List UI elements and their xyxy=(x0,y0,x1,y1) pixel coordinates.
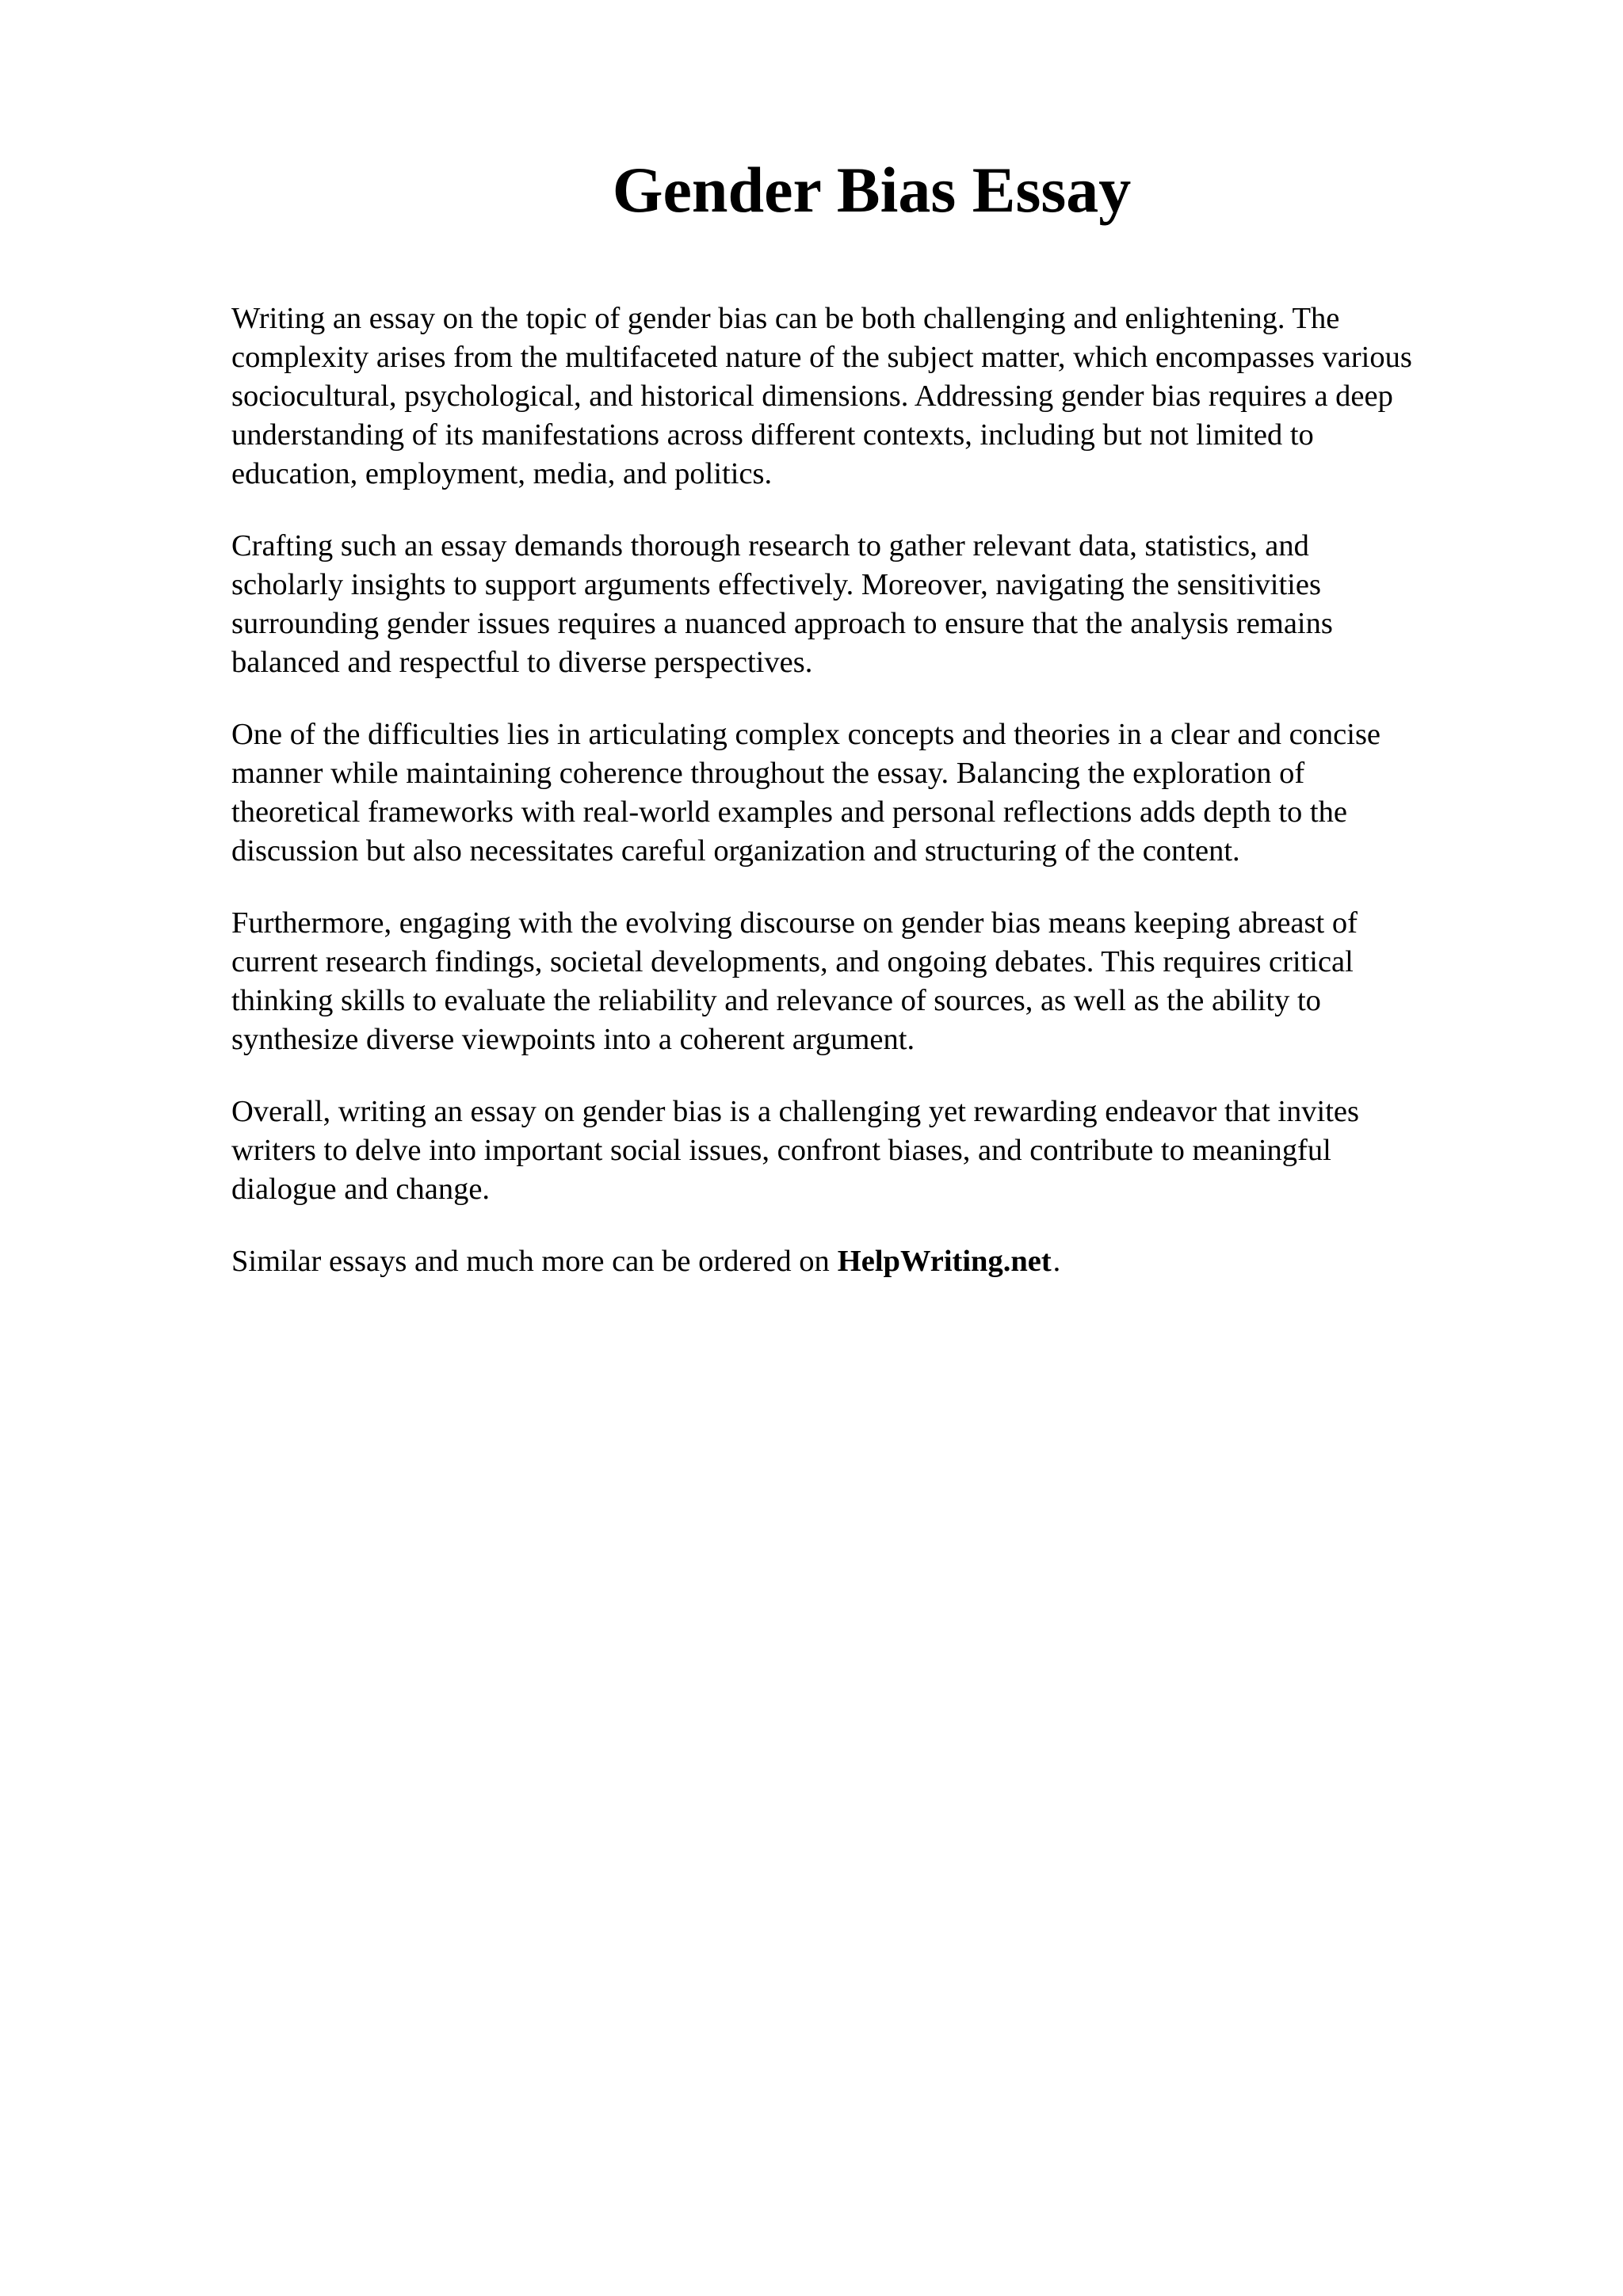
paragraph-line: One of the difficulties lies in articulating complex concepts and theories in a clear and concise xyxy=(231,718,1381,751)
paragraph-line: discussion but also necessitates careful organization and structuring of the content. xyxy=(231,834,1240,868)
closing-suffix: . xyxy=(1052,1245,1061,1278)
paragraph-line: writers to delve into important social issues, confront biases, and contribute to meaningful xyxy=(231,1134,1331,1167)
paragraph-line: dialogue and change. xyxy=(231,1173,491,1206)
paragraph-line: current research findings, societal developments, and ongoing debates. This requires critical xyxy=(231,945,1354,978)
paragraph-line: education, employment, media, and politics. xyxy=(231,457,773,490)
paragraph-4 xyxy=(231,904,1515,1059)
paragraph-line: manner while maintaining coherence throughout the essay. Balancing the exploration of xyxy=(231,757,1305,790)
paragraph-line: Furthermore, engaging with the evolving discourse on gender bias means keeping abreast of xyxy=(231,906,1358,940)
paragraph-line: surrounding gender issues requires a nuanced approach to ensure that the analysis remains xyxy=(231,607,1333,640)
paragraph-line: understanding of its manifestations across different contexts, including but not limited to xyxy=(231,418,1314,452)
closing-prefix: Similar essays and much more can be ordered on xyxy=(231,1245,830,1278)
paragraph-line: synthesize diverse viewpoints into a coherent argument. xyxy=(231,1023,915,1056)
paragraph-line: Writing an essay on the topic of gender bias can be both challenging and enlightening. The xyxy=(231,302,1340,335)
paragraph-line: sociocultural, psychological, and historical dimensions. Addressing gender bias requires a deep xyxy=(231,379,1393,413)
paragraph-line: scholarly insights to support arguments effectively. Moreover, navigating the sensitivities xyxy=(231,568,1321,601)
paragraph-line: theoretical frameworks with real-world examples and personal reflections adds depth to the xyxy=(231,795,1347,829)
paragraph-line: Overall, writing an essay on gender bias is a challenging yet rewarding endeavor that invites xyxy=(231,1095,1359,1128)
brand-link[interactable]: HelpWriting.net xyxy=(837,1245,1052,1278)
paragraph-line: Crafting such an essay demands thorough research to gather relevant data, statistics, and xyxy=(231,529,1309,563)
paragraph-line: thinking skills to evaluate the reliability and relevance of sources, as well as the ability to xyxy=(231,984,1321,1017)
document-body xyxy=(231,299,1515,1281)
document-title: Gender Bias Essay xyxy=(612,154,1132,226)
paragraph-3 xyxy=(231,715,1515,871)
paragraph-2 xyxy=(231,527,1515,682)
closing-line xyxy=(231,1242,1515,1281)
paragraph-line: complexity arises from the multifaceted nature of the subject matter, which encompasses various xyxy=(231,341,1412,374)
paragraph-5 xyxy=(231,1093,1515,1209)
paragraph-1 xyxy=(231,299,1515,494)
paragraph-line: balanced and respectful to diverse perspectives. xyxy=(231,646,813,679)
